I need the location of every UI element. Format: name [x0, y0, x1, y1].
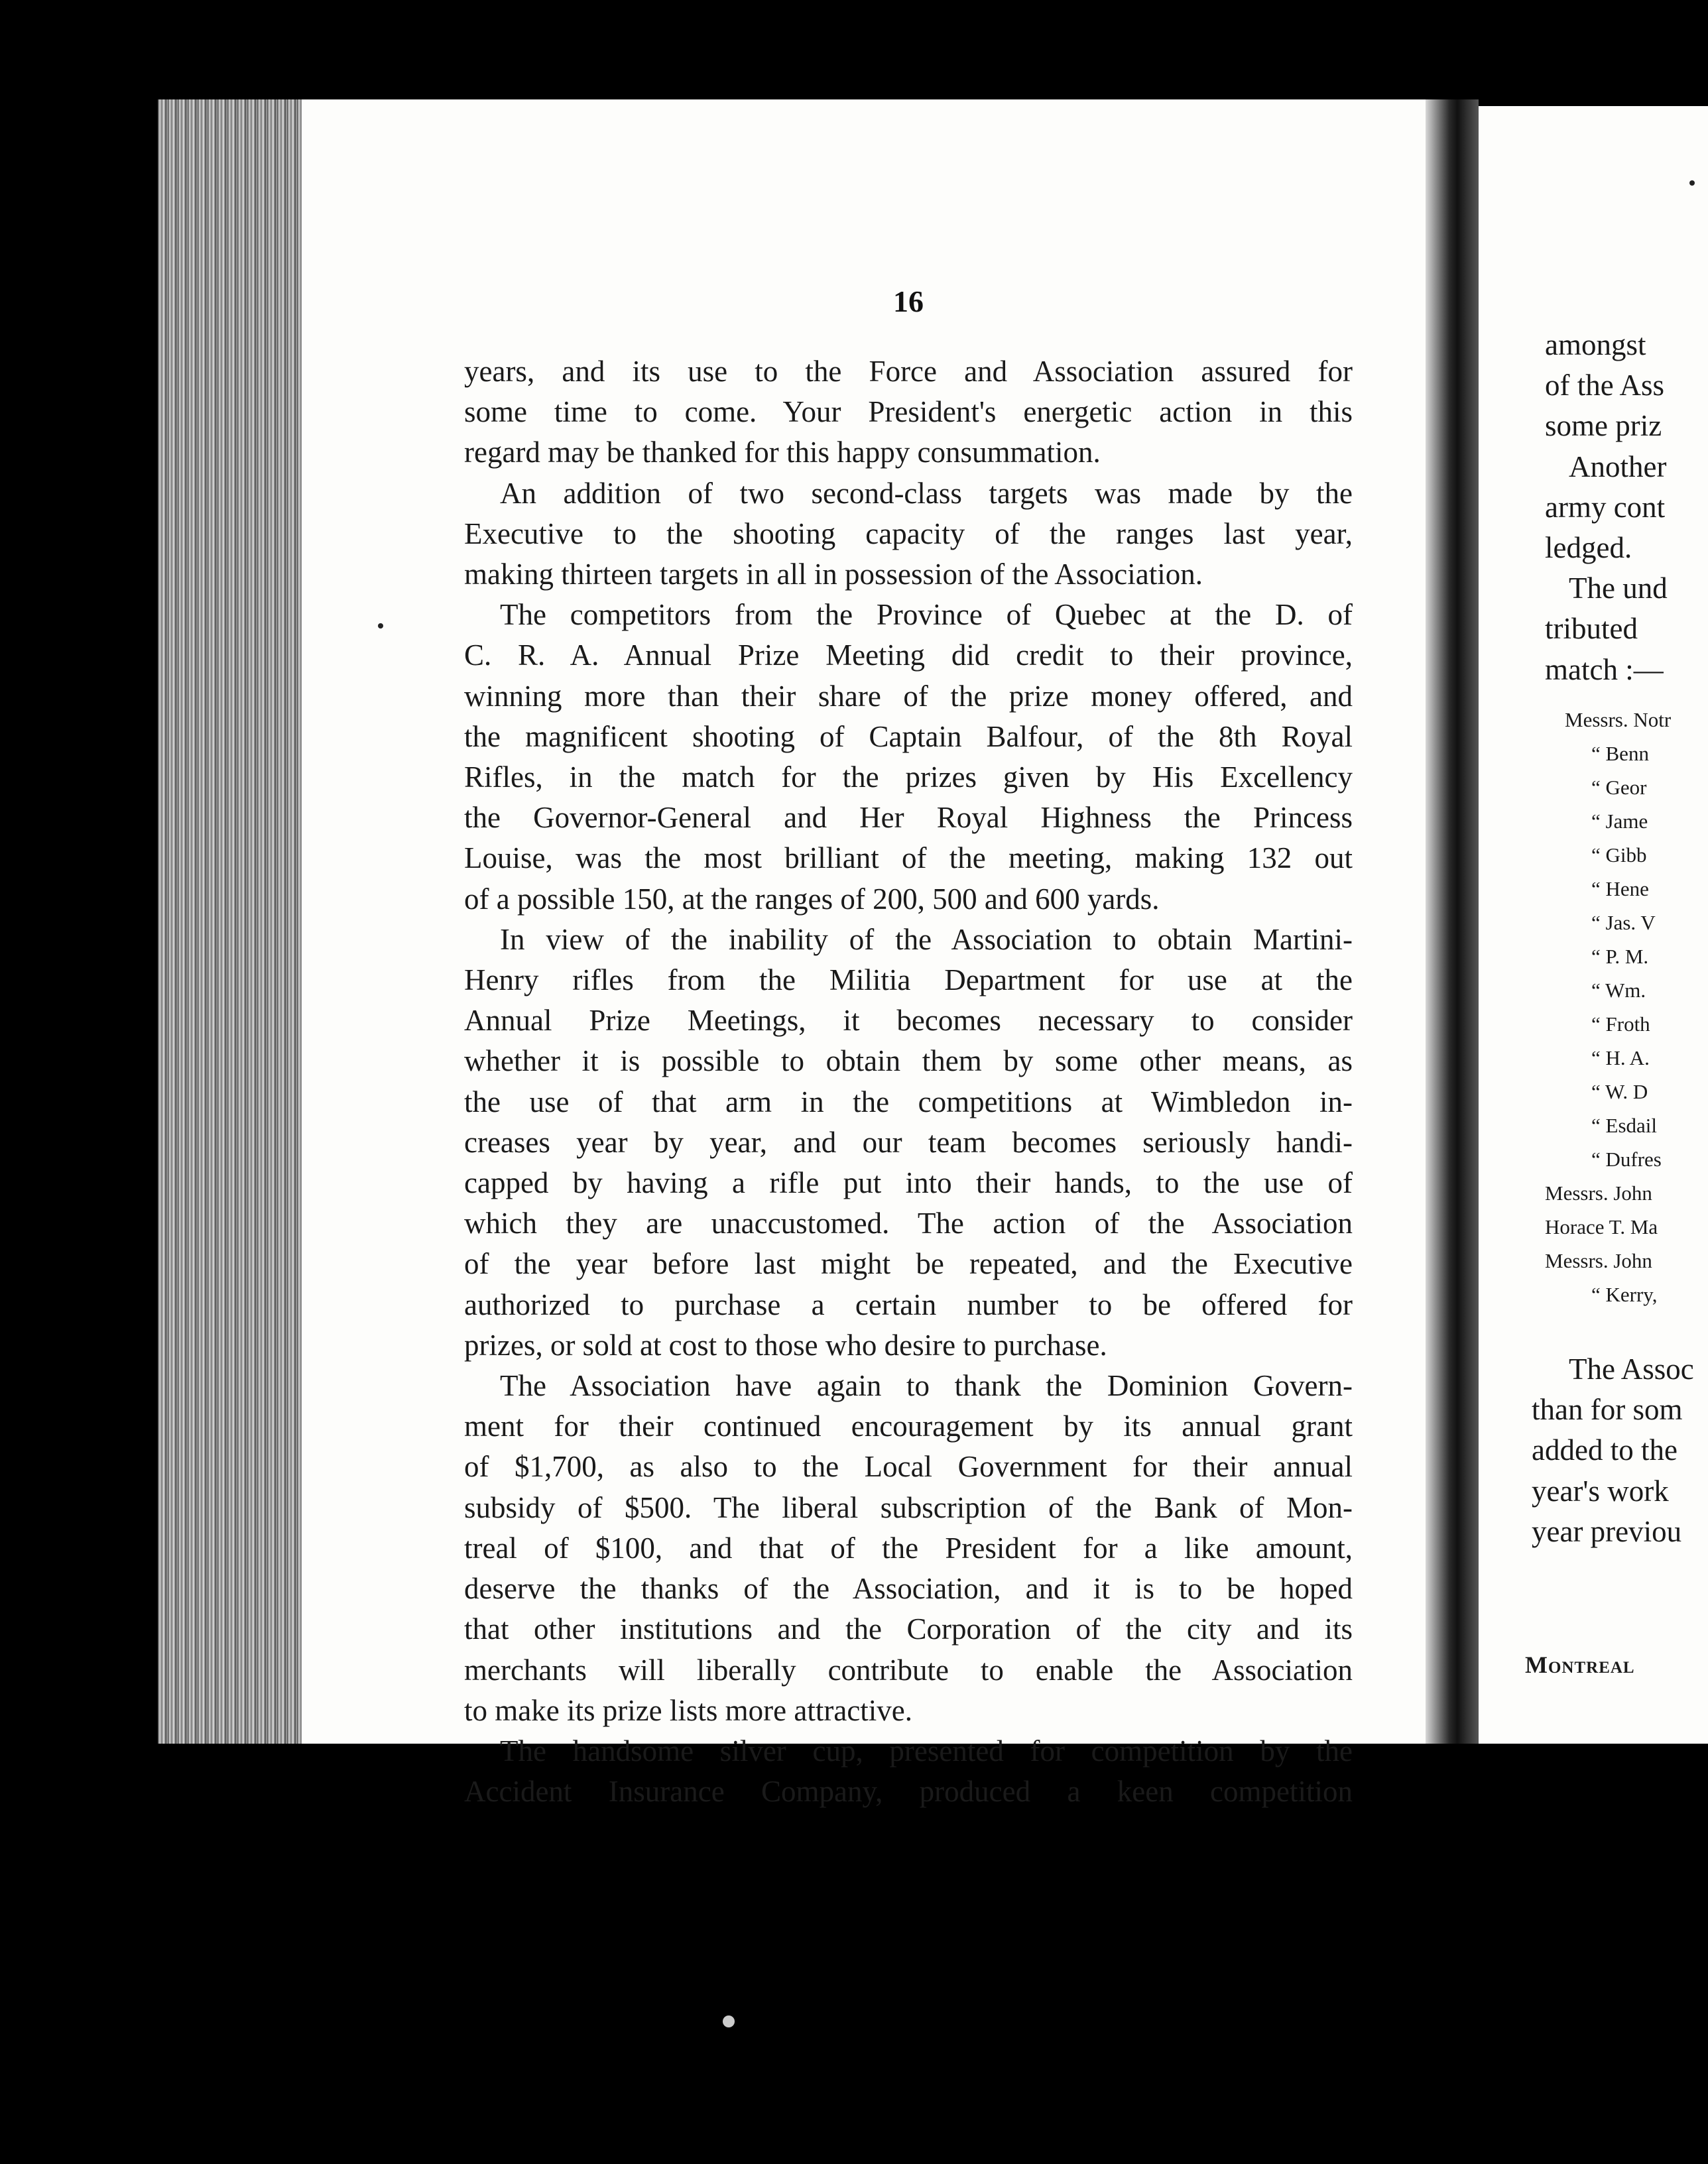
text-line: An addition of two second-class targets was made by the [500, 476, 1353, 510]
list-item: “ Kerry, [1591, 1283, 1658, 1306]
list-item: “ Wm. [1591, 979, 1646, 1002]
text-line: The Assoc [1569, 1352, 1694, 1386]
list-item: Messrs. John [1545, 1181, 1652, 1205]
list-item: “ Froth [1591, 1012, 1650, 1036]
list-item: “ Jas. V [1591, 911, 1656, 934]
text-line: The und [1569, 571, 1668, 605]
text-line: than for som [1532, 1393, 1683, 1427]
list-item: Messrs. Notr [1565, 708, 1672, 731]
text-line: of the year before last might be repeated, and the Executive [464, 1247, 1353, 1281]
text-line: regard may be thanked for this happy consummation. [464, 436, 1101, 469]
text-line: added to the [1532, 1433, 1677, 1467]
list-item: “ H. A. [1591, 1046, 1650, 1069]
text-line: ment for their continued encouragement by its annual grant [464, 1410, 1353, 1443]
text-line: whether it is possible to obtain them by some other means, as [464, 1044, 1353, 1078]
text-line: Rifles, in the match for the prizes given by His Excellency [464, 760, 1353, 794]
list-item: “ Gibb [1591, 843, 1647, 867]
list-item: Messrs. John [1545, 1249, 1652, 1272]
right-page-list [1525, 703, 1671, 1311]
list-item: Horace T. Ma [1545, 1215, 1658, 1238]
text-line: Louise, was the most brilliant of the meeting, making 132 out [464, 841, 1353, 875]
text-line: amongst [1545, 328, 1646, 361]
text-line: Accident Insurance Company, produced a keen competition [464, 1775, 1353, 1809]
text-line: The competitors from the Province of Quebec at the D. of [500, 598, 1353, 632]
text-line: Henry rifles from the Militia Department for use at the [464, 963, 1353, 997]
text-line: the Governor-General and Her Royal Highness the Princess [464, 801, 1353, 835]
list-item: “ Jame [1591, 810, 1648, 833]
text-line: some priz [1545, 409, 1662, 443]
text-line: prizes, or sold at cost to those who desire to purchase. [464, 1328, 1107, 1362]
text-line: treal of $100, and that of the President for a like amount, [464, 1531, 1353, 1565]
text-line: to make its prize lists more attractive. [464, 1693, 913, 1727]
list-item: “ Geor [1591, 776, 1647, 799]
text-line: years, and its use to the Force and Association assured for [464, 355, 1353, 388]
speck [1689, 180, 1695, 186]
text-line: army cont [1545, 490, 1666, 524]
text-line: The Association have again to thank the Dominion Govern- [500, 1369, 1353, 1403]
speck [378, 623, 383, 629]
text-line: C. R. A. Annual Prize Meeting did credit to their province, [464, 638, 1353, 672]
text-line: match :— [1545, 652, 1664, 686]
speck [723, 2015, 735, 2027]
left-page-text [464, 351, 1353, 1812]
text-line: which they are unaccustomed. The action of the Association [464, 1207, 1353, 1240]
book-gutter [1426, 99, 1479, 1744]
list-item: “ P. M. [1591, 945, 1649, 968]
text-line: of $1,700, as also to the Local Government for their annual [464, 1450, 1353, 1484]
text-line: the magnificent shooting of Captain Balfour, of the 8th Royal [464, 719, 1353, 753]
text-line: deserve the thanks of the Association, and it is to be hoped [464, 1572, 1353, 1606]
text-line: subsidy of $500. The liberal subscription of the Bank of Mon- [464, 1490, 1353, 1524]
text-line: Annual Prize Meetings, it becomes necessary to consider [464, 1004, 1353, 1038]
text-line: making thirteen targets in all in possession of the Association. [464, 558, 1203, 591]
text-line: the use of that arm in the competitions at Wimbledon in- [464, 1085, 1353, 1118]
page-edge-stack [158, 99, 304, 1744]
text-line: Another [1569, 450, 1667, 483]
text-line: that other institutions and the Corporation of the city and its [464, 1612, 1353, 1646]
text-line: The handsome silver cup, presented for competition by the [500, 1734, 1353, 1768]
text-line: winning more than their share of the prize money offered, and [464, 679, 1353, 713]
text-line: Executive to the shooting capacity of the ranges last year, [464, 516, 1353, 550]
right-page-text-top [1545, 325, 1668, 690]
list-item: “ Dufres [1591, 1148, 1662, 1171]
text-line: ledged. [1545, 531, 1632, 565]
list-item: “ Benn [1591, 742, 1649, 765]
text-line: some time to come. Your President's energetic action in this [464, 395, 1353, 429]
right-page-signature: Montreal [1525, 1652, 1635, 1678]
list-item: “ Esdail [1591, 1114, 1657, 1137]
text-line: authorized to purchase a certain number to be offered for [464, 1288, 1353, 1321]
text-line: of the Ass [1545, 369, 1664, 402]
list-item: “ Hene [1591, 877, 1649, 900]
text-line: year's work [1532, 1474, 1669, 1508]
right-page-text-bottom [1532, 1349, 1694, 1552]
list-item: “ W. D [1591, 1080, 1648, 1103]
page-number: 16 [893, 284, 924, 318]
text-line: capped by having a rifle put into their hands, to the use of [464, 1166, 1353, 1200]
text-line: tributed [1545, 612, 1638, 646]
text-line: year previou [1532, 1514, 1682, 1548]
text-line: creases year by year, and our team becomes seriously handi- [464, 1125, 1353, 1159]
text-line: of a possible 150, at the ranges of 200, 500 and 600 yards. [464, 882, 1160, 916]
text-line: In view of the inability of the Association to obtain Martini- [500, 922, 1353, 956]
text-line: merchants will liberally contribute to enable the Association [464, 1653, 1353, 1687]
